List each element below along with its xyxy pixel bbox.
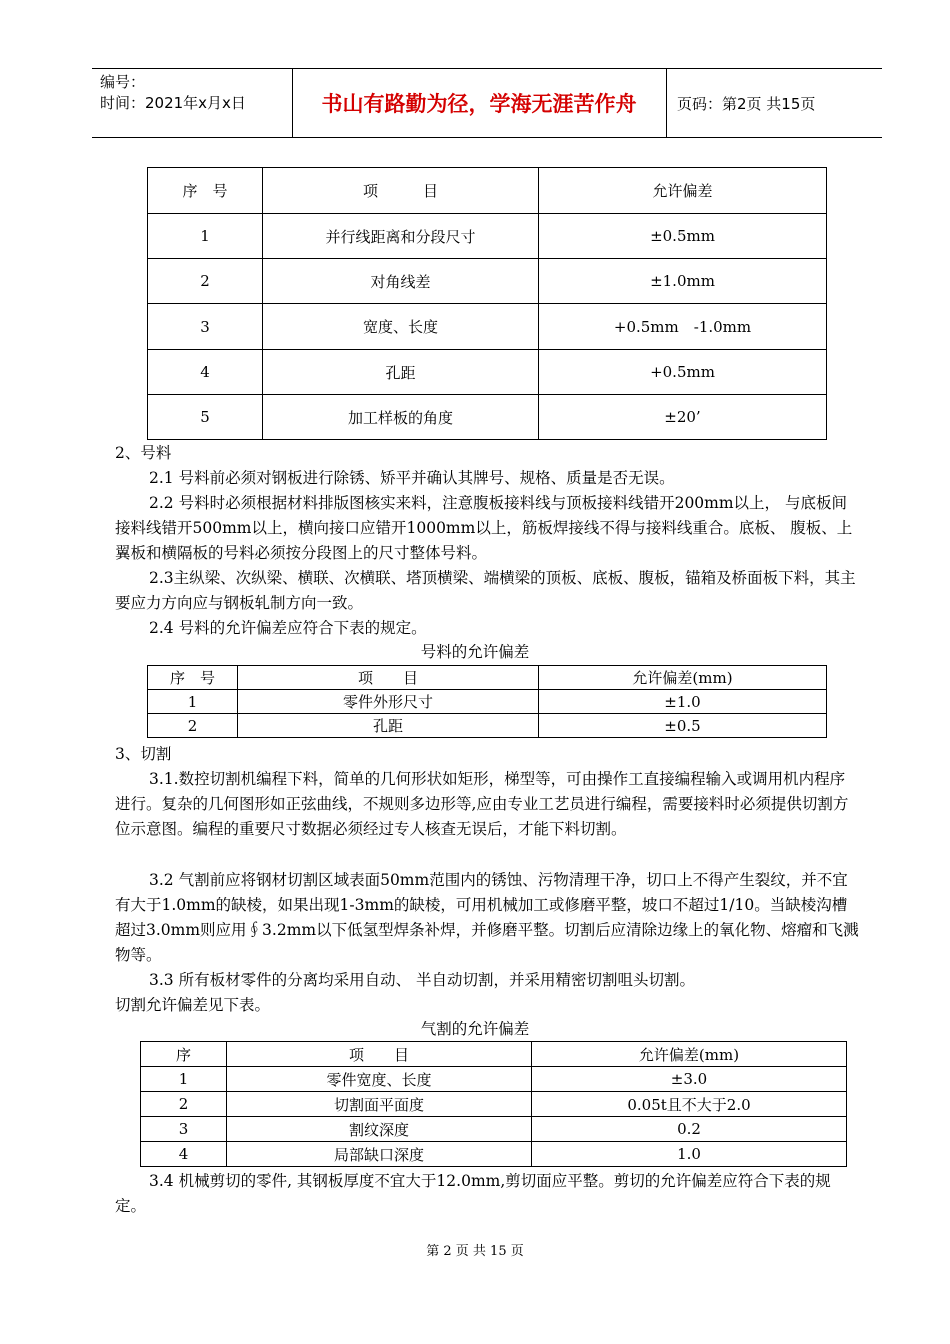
table-row [148, 690, 827, 714]
paragraph-3-3b: 切割允许偏差见下表。 [115, 996, 271, 1014]
table-cell: 局部缺口深度 [227, 1142, 532, 1167]
table-header-row [148, 666, 827, 690]
table-header-cell: 序 号 [148, 168, 263, 214]
table-row [148, 395, 827, 440]
section-heading-2: 2、号料 [115, 444, 172, 462]
tolerance-table-3 [140, 1041, 847, 1167]
table-row [148, 714, 827, 738]
table-cell: 宽度、长度 [263, 304, 539, 350]
table-cell: +0.5mm [539, 350, 827, 395]
table-header-row [141, 1042, 847, 1067]
table-cell: +0.5mm -1.0mm [539, 304, 827, 350]
document-time-label: 时间：2021年x月x日 [100, 94, 246, 112]
table-cell: 1 [148, 690, 238, 714]
table-caption: 号料的允许偏差 [420, 643, 530, 661]
table-cell: 对角线差 [263, 259, 539, 304]
section-heading-3: 3、切割 [115, 745, 172, 763]
table-header-cell: 允许偏差 [539, 168, 827, 214]
page-header [92, 68, 882, 138]
table-cell: 零件宽度、长度 [227, 1067, 532, 1092]
table-cell: ±20’ [539, 395, 827, 440]
table-header-cell: 序 号 [148, 666, 238, 690]
table-cell: 割纹深度 [227, 1117, 532, 1142]
table-row [141, 1067, 847, 1092]
table-cell: ±0.5mm [539, 214, 827, 259]
table-header-cell: 项 目 [238, 666, 539, 690]
table-header-cell: 允许偏差(mm) [539, 666, 827, 690]
paragraph-2-1: 2.1 号料前必须对钢板进行除锈、矫平并确认其牌号、规格、质量是否无误。 [149, 469, 675, 487]
table-cell: ±1.0 [539, 690, 827, 714]
table-cell: ±3.0 [532, 1067, 847, 1092]
table-header-cell: 项 目 [263, 168, 539, 214]
table-cell: 0.05t且不大于2.0 [532, 1092, 847, 1117]
table-cell: 0.2 [532, 1117, 847, 1142]
table-cell: 4 [148, 350, 263, 395]
table-row [148, 259, 827, 304]
table-cell: ±1.0mm [539, 259, 827, 304]
paragraph-3-1: 3.1.数控切割机编程下料，简单的几何形状如矩形，梯型等，可由操作工直接编程输入或调用机内程序进行。复杂的几何图形如正弦曲线，不规则多边形等,应由专业工艺员进行编程，需要接料时必须提供切割方位示意图。编程的重要尺寸数据必须经过专人核查无误后，才能下料切割。 [115, 770, 849, 838]
table-cell: 5 [148, 395, 263, 440]
table-row [148, 304, 827, 350]
paragraph-2-3: 2.3主纵梁、次纵梁、横联、次横联、塔顶横梁、端横梁的顶板、底板、腹板，锚箱及桥面板下料，其主要应力方向应与钢板轧制方向一致。 [115, 569, 856, 612]
header-page-label: 页码：第2页 共15页 [677, 94, 816, 113]
table-cell: 1 [148, 214, 263, 259]
table-cell: 2 [141, 1092, 227, 1117]
page-footer: 第 2 页 共 15 页 [426, 1244, 524, 1259]
table-row [141, 1142, 847, 1167]
table-cell: 1 [141, 1067, 227, 1092]
table-cell: 加工样板的角度 [263, 395, 539, 440]
paragraph-2-2: 2.2 号料时必须根据材料排版图核实来料，注意腹板接料线与顶板接料线错开200mm以上， 与底板间接料线错开500mm以上，横向接口应错开1000mm以上，筋板焊接线不得与接料线重合。底板、 腹板、上翼板和横隔板的号料必须按分段图上的尺寸整体号料。 [115, 494, 853, 562]
paragraph-2-4: 2.4 号料的允许偏差应符合下表的规定。 [149, 619, 427, 637]
table-row [148, 350, 827, 395]
paragraph-3-4: 3.4 机械剪切的零件, 其钢板厚度不宜大于12.0mm,剪切面应平整。剪切的允许偏差应符合下表的规定。 [115, 1172, 831, 1215]
paragraph-3-2: 3.2 气割前应将钢材切割区域表面50mm范围内的锈蚀、污物清理干净，切口上不得产生裂纹，并不宜有大于1.0mm的缺棱，如果出现1-3mm的缺棱，可用机械加工或修磨平整，坡口不超过1/10。当缺棱沟槽超过3.0mm则应用∮3.2mm以下低氢型焊条补焊，并修磨平整。切割后应清除边缘上的氧化物、熔瘤和飞溅物等。 [115, 871, 859, 964]
header-motto: 书山有路勤为径，学海无涯苦作舟 [292, 69, 667, 137]
paragraph-3-3a: 3.3 所有板材零件的分离均采用自动、 半自动切割，并采用精密切割咀头切割。 [149, 971, 696, 989]
table-cell: 零件外形尺寸 [238, 690, 539, 714]
tolerance-table-2 [147, 665, 827, 738]
table-cell: 切割面平面度 [227, 1092, 532, 1117]
table-header-cell: 序 [141, 1042, 227, 1067]
table-cell: 孔距 [238, 714, 539, 738]
tolerance-table-1 [147, 167, 827, 440]
table-row [141, 1117, 847, 1142]
table-cell: 2 [148, 714, 238, 738]
table-header-cell: 允许偏差(mm) [532, 1042, 847, 1067]
table-cell: 2 [148, 259, 263, 304]
table-row [141, 1092, 847, 1117]
table-cell: 3 [148, 304, 263, 350]
document-number-label: 编号： [100, 73, 146, 91]
table-header-cell: 项 目 [227, 1042, 532, 1067]
header-info-cell [92, 69, 293, 137]
table-caption: 气割的允许偏差 [420, 1020, 530, 1038]
table-cell: 3 [141, 1117, 227, 1142]
table-cell: 孔距 [263, 350, 539, 395]
table-cell: ±0.5 [539, 714, 827, 738]
table-row [148, 214, 827, 259]
table-cell: 并行线距离和分段尺寸 [263, 214, 539, 259]
table-header-row [148, 168, 827, 214]
table-cell: 4 [141, 1142, 227, 1167]
table-cell: 1.0 [532, 1142, 847, 1167]
